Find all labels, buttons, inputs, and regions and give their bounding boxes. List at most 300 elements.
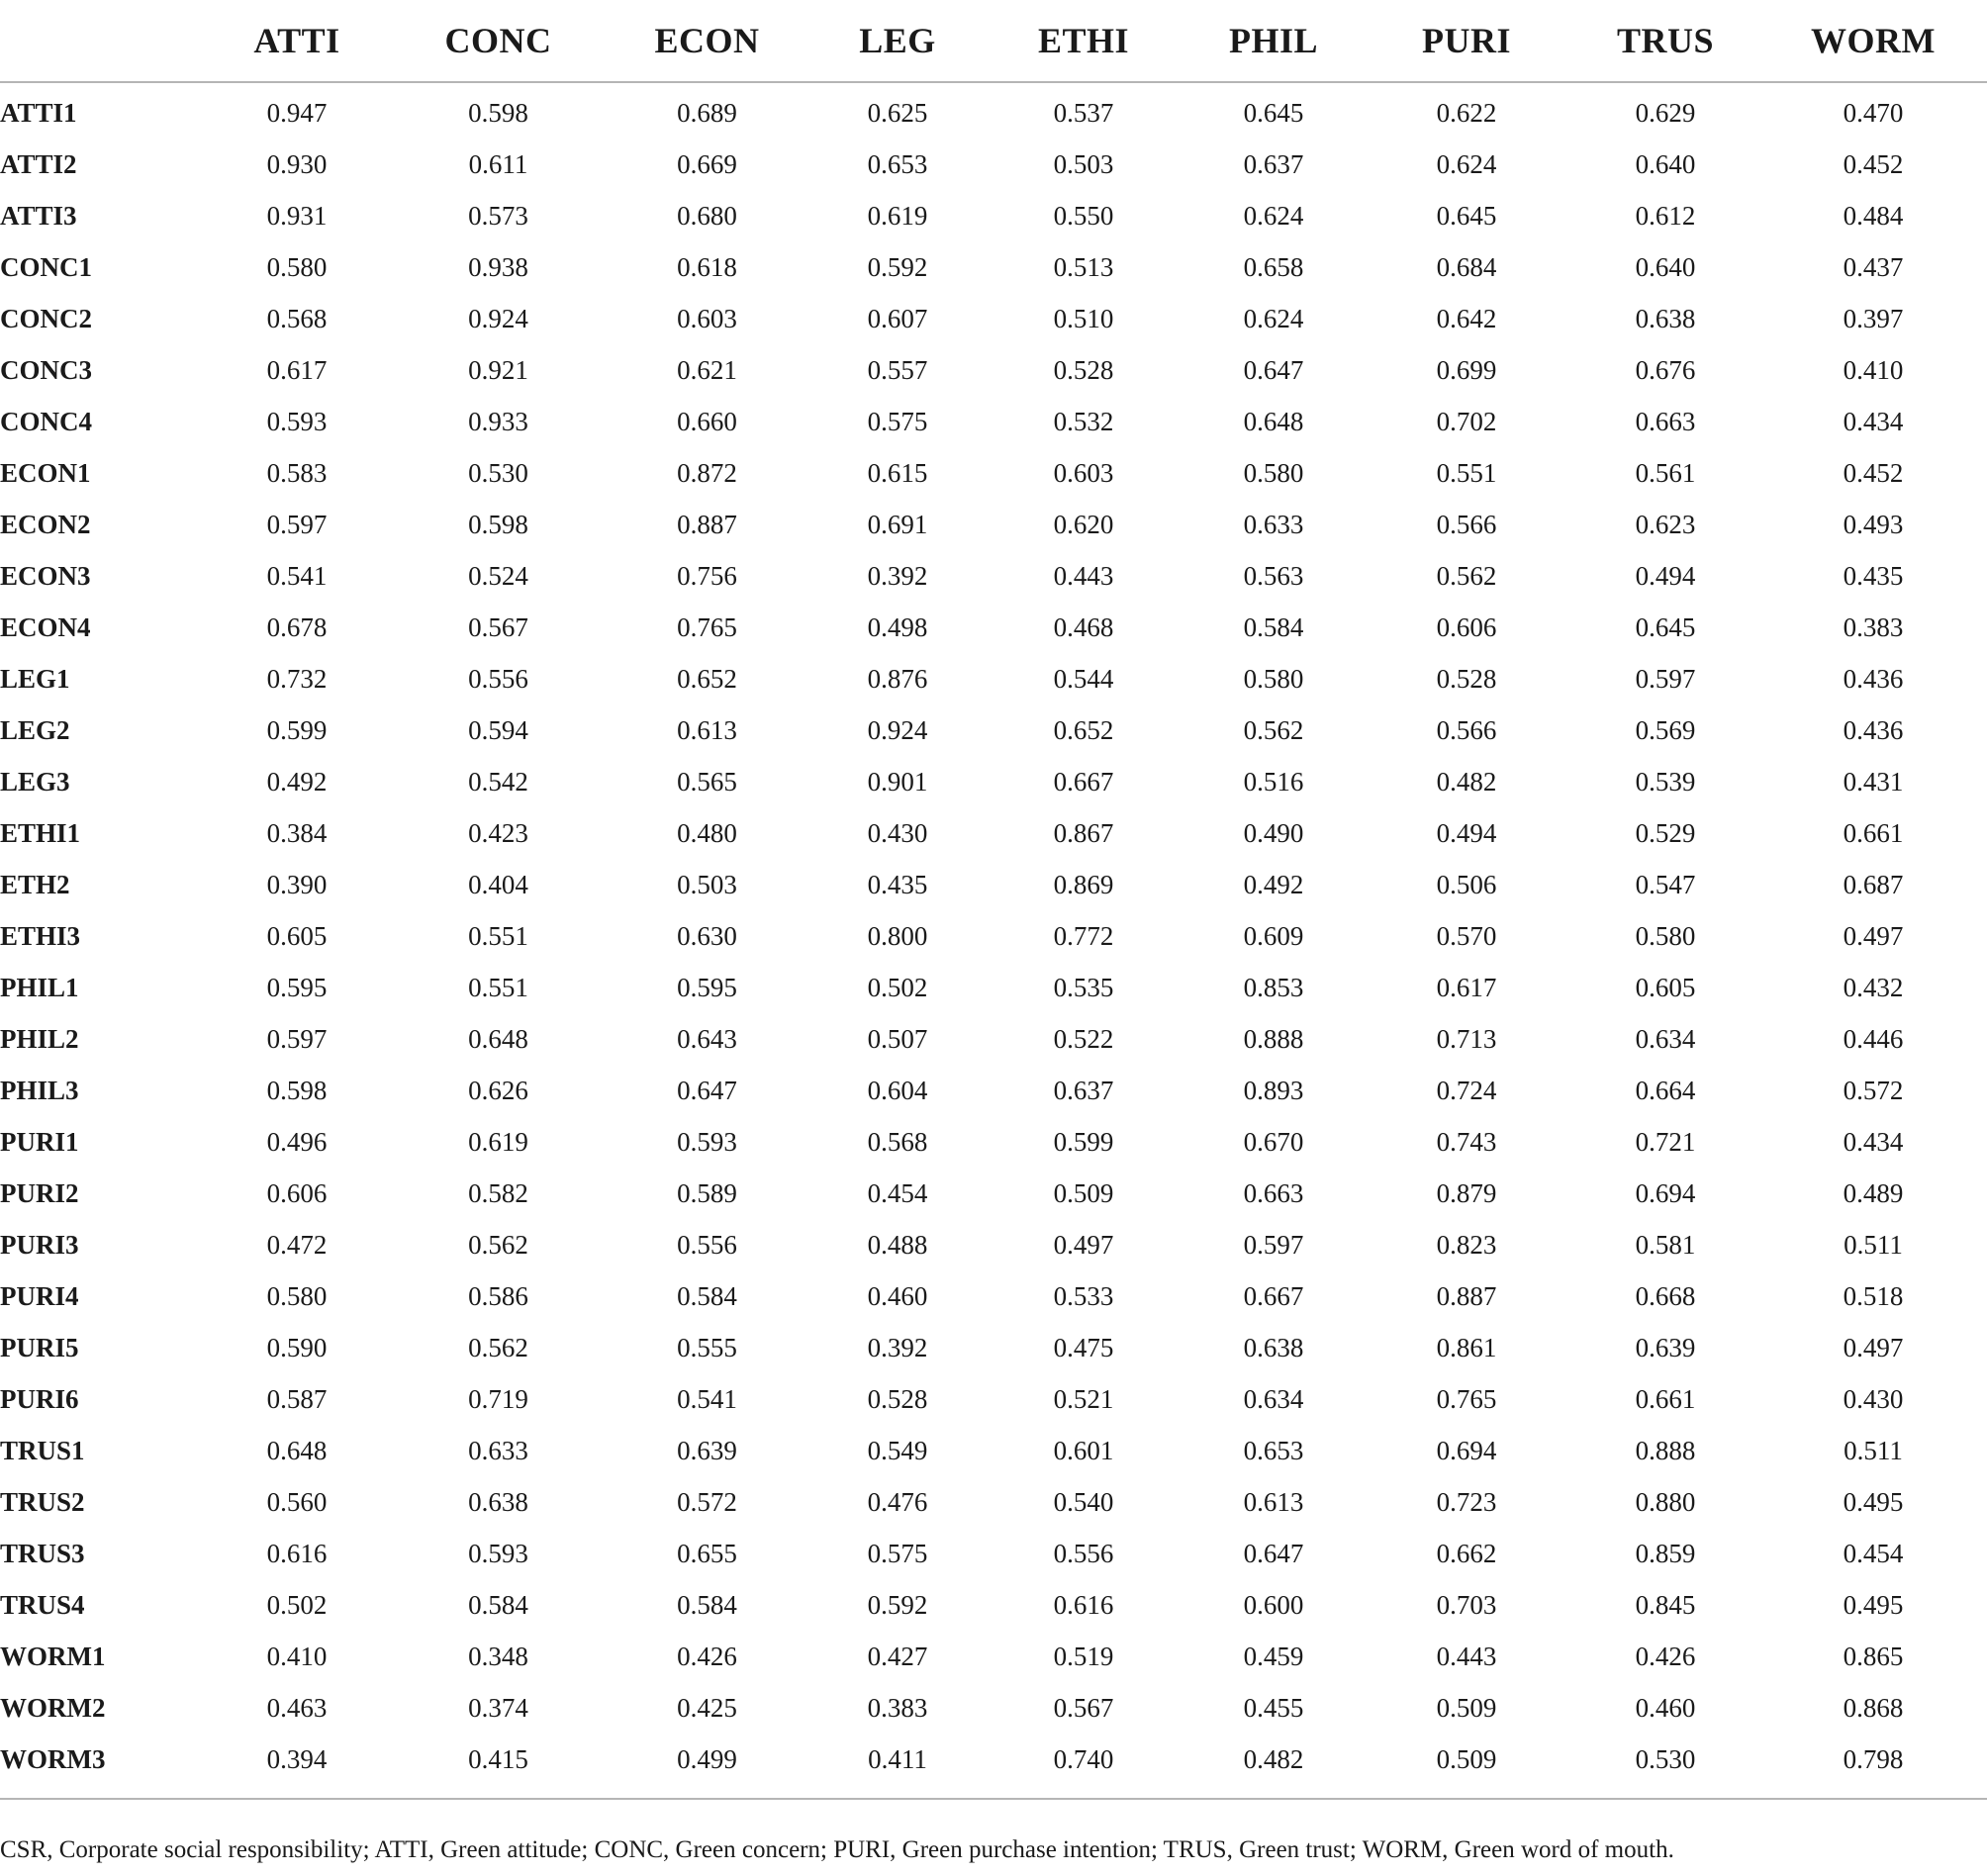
row-label: CONC4 (0, 406, 92, 436)
loading-value-cell: 0.532 (1053, 406, 1114, 436)
loading-value-cell: 0.613 (1243, 1486, 1304, 1517)
column-header-econ: ECON (601, 0, 813, 82)
loading-value-cell: 0.638 (468, 1486, 528, 1517)
loading-value-cell: 0.550 (1053, 200, 1114, 231)
loading-value-cell: 0.435 (867, 869, 928, 899)
loading-value-cell: 0.509 (1436, 1692, 1497, 1723)
loading-value-cell: 0.615 (867, 457, 928, 488)
loading-value-cell: 0.494 (1436, 817, 1497, 848)
table-body (0, 82, 1987, 1785)
loading-value-cell: 0.584 (677, 1280, 737, 1311)
table-row (0, 1631, 1987, 1682)
loading-value-cell: 0.495 (1843, 1589, 1904, 1620)
loading-value-cell: 0.584 (1243, 611, 1304, 642)
loading-value-cell: 0.869 (1053, 869, 1114, 899)
loading-value-cell: 0.618 (677, 251, 737, 282)
loading-value-cell: 0.541 (677, 1383, 737, 1414)
loading-value-cell: 0.586 (468, 1280, 528, 1311)
row-label: WORM1 (0, 1641, 106, 1671)
loading-value-cell: 0.594 (468, 714, 528, 745)
loading-value-cell: 0.539 (1635, 766, 1696, 797)
loading-value-cell: 0.495 (1843, 1486, 1904, 1517)
row-label: ETHI1 (0, 817, 81, 848)
loading-value-cell: 0.423 (468, 817, 528, 848)
loading-value-cell: 0.876 (867, 663, 928, 694)
row-label: WORM3 (0, 1743, 106, 1774)
loading-value-cell: 0.823 (1436, 1229, 1497, 1260)
loading-value-cell: 0.648 (1243, 406, 1304, 436)
loading-value-cell: 0.547 (1635, 869, 1696, 899)
loading-value-cell: 0.633 (468, 1435, 528, 1465)
row-label: ETHI3 (0, 920, 81, 951)
loading-value-cell: 0.624 (1243, 303, 1304, 333)
loading-value-cell: 0.800 (867, 920, 928, 951)
row-label: PURI5 (0, 1332, 79, 1362)
loading-value-cell: 0.566 (1436, 714, 1497, 745)
loading-value-cell: 0.567 (468, 611, 528, 642)
loading-value-cell: 0.597 (266, 509, 328, 539)
loading-value-cell: 0.472 (266, 1229, 328, 1260)
loading-value-cell: 0.432 (1843, 972, 1904, 1002)
loading-value-cell: 0.415 (468, 1743, 528, 1774)
loading-value-cell: 0.436 (1843, 663, 1904, 694)
loading-value-cell: 0.562 (468, 1229, 528, 1260)
loading-value-cell: 0.430 (1843, 1383, 1904, 1414)
loading-value-cell: 0.687 (1843, 869, 1904, 899)
loading-value-cell: 0.694 (1635, 1177, 1696, 1208)
loading-value-cell: 0.619 (867, 200, 928, 231)
table-row (0, 1065, 1987, 1116)
loading-value-cell: 0.580 (1243, 663, 1304, 694)
table-row (0, 962, 1987, 1013)
loading-value-cell: 0.569 (1635, 714, 1696, 745)
loading-value-cell: 0.507 (867, 1023, 928, 1054)
loading-value-cell: 0.639 (677, 1435, 737, 1465)
loading-value-cell: 0.872 (677, 457, 737, 488)
table-footnote: CSR, Corporate social responsibility; ATTI, Green attitude; CONC, Green concern; PURI, Green purchase intention; TRUS, Green trust; WORM, Green word of mouth. (0, 1836, 1674, 1863)
loading-value-cell: 0.663 (1635, 406, 1696, 436)
loading-value-cell: 0.582 (468, 1177, 528, 1208)
loading-value-cell: 0.480 (677, 817, 737, 848)
row-label: ECON2 (0, 509, 91, 539)
table-row (0, 1579, 1987, 1631)
table-row (0, 1373, 1987, 1425)
loading-value-cell: 0.506 (1436, 869, 1497, 899)
loading-value-cell: 0.580 (266, 1280, 328, 1311)
loading-value-cell: 0.606 (1436, 611, 1497, 642)
table-row (0, 1219, 1987, 1270)
table-row (0, 1682, 1987, 1734)
loading-value-cell: 0.634 (1635, 1023, 1696, 1054)
column-header-puri: PURI (1362, 0, 1571, 82)
loading-value-cell: 0.426 (1635, 1641, 1696, 1671)
loading-value-cell: 0.529 (1635, 817, 1696, 848)
row-label: TRUS4 (0, 1589, 85, 1620)
loading-value-cell: 0.921 (468, 354, 528, 385)
table-row (0, 1013, 1987, 1065)
loading-value-cell: 0.879 (1436, 1177, 1497, 1208)
loading-value-cell: 0.924 (468, 303, 528, 333)
loading-value-cell: 0.947 (266, 97, 328, 128)
loading-value-cell: 0.611 (468, 148, 528, 179)
loading-value-cell: 0.626 (468, 1075, 528, 1105)
table-row (0, 293, 1987, 344)
loading-value-cell: 0.411 (868, 1743, 927, 1774)
loading-value-cell: 0.587 (266, 1383, 328, 1414)
row-label: LEG2 (0, 714, 70, 745)
loading-value-cell: 0.623 (1635, 509, 1696, 539)
loading-value-cell: 0.437 (1843, 251, 1904, 282)
loading-value-cell: 0.765 (677, 611, 737, 642)
loading-value-cell: 0.699 (1436, 354, 1497, 385)
loading-value-cell: 0.452 (1843, 457, 1904, 488)
row-label: ATTI3 (0, 200, 77, 231)
loading-value-cell: 0.476 (867, 1486, 928, 1517)
loading-value-cell: 0.490 (1243, 817, 1304, 848)
loading-value-cell: 0.655 (677, 1538, 737, 1568)
loading-value-cell: 0.580 (266, 251, 328, 282)
loading-value-cell: 0.454 (1843, 1538, 1904, 1568)
loading-value-cell: 0.575 (867, 1538, 928, 1568)
loading-value-cell: 0.528 (1053, 354, 1114, 385)
loading-value-cell: 0.703 (1436, 1589, 1497, 1620)
loading-value-cell: 0.612 (1635, 200, 1696, 231)
loading-value-cell: 0.684 (1436, 251, 1497, 282)
loading-value-cell: 0.691 (867, 509, 928, 539)
loading-value-cell: 0.887 (1436, 1280, 1497, 1311)
loading-value-cell: 0.572 (677, 1486, 737, 1517)
loading-value-cell: 0.598 (468, 509, 528, 539)
loading-value-cell: 0.502 (867, 972, 928, 1002)
loading-value-cell: 0.634 (1243, 1383, 1304, 1414)
loading-value-cell: 0.544 (1053, 663, 1114, 694)
loading-value-cell: 0.589 (677, 1177, 737, 1208)
loading-value-cell: 0.648 (266, 1435, 328, 1465)
loading-value-cell: 0.598 (468, 97, 528, 128)
loading-value-cell: 0.662 (1436, 1538, 1497, 1568)
loading-value-cell: 0.647 (1243, 1538, 1304, 1568)
loading-value-cell: 0.583 (266, 457, 328, 488)
loading-value-cell: 0.624 (1436, 148, 1497, 179)
loading-value-cell: 0.563 (1243, 560, 1304, 591)
loading-value-cell: 0.661 (1635, 1383, 1696, 1414)
loading-value-cell: 0.562 (468, 1332, 528, 1362)
loading-value-cell: 0.689 (677, 97, 737, 128)
loading-value-cell: 0.721 (1635, 1126, 1696, 1157)
loading-value-cell: 0.570 (1436, 920, 1497, 951)
loading-value-cell: 0.470 (1843, 97, 1904, 128)
row-label: WORM2 (0, 1692, 106, 1723)
loading-value-cell: 0.590 (266, 1332, 328, 1362)
loading-value-cell: 0.861 (1436, 1332, 1497, 1362)
loading-value-cell: 0.482 (1243, 1743, 1304, 1774)
loading-value-cell: 0.460 (867, 1280, 928, 1311)
loading-value-cell: 0.765 (1436, 1383, 1497, 1414)
column-header-trus: TRUS (1571, 0, 1759, 82)
loading-value-cell: 0.667 (1053, 766, 1114, 797)
loading-value-cell: 0.410 (1843, 354, 1904, 385)
loading-value-cell: 0.383 (1843, 611, 1904, 642)
row-label: ATTI1 (0, 97, 77, 128)
loading-value-cell: 0.638 (1635, 303, 1696, 333)
loading-value-cell: 0.434 (1843, 1126, 1904, 1157)
loading-value-cell: 0.561 (1635, 457, 1696, 488)
loading-value-cell: 0.426 (677, 1641, 737, 1671)
loading-value-cell: 0.551 (1436, 457, 1497, 488)
loading-value-cell: 0.518 (1843, 1280, 1904, 1311)
loading-value-cell: 0.497 (1053, 1229, 1114, 1260)
row-label: PURI1 (0, 1126, 79, 1157)
loading-value-cell: 0.503 (677, 869, 737, 899)
loading-value-cell: 0.541 (266, 560, 328, 591)
loading-value-cell: 0.798 (1843, 1743, 1904, 1774)
loading-value-cell: 0.599 (266, 714, 328, 745)
loading-value-cell: 0.562 (1436, 560, 1497, 591)
loading-value-cell: 0.713 (1436, 1023, 1497, 1054)
loading-value-cell: 0.443 (1053, 560, 1114, 591)
loading-value-cell: 0.702 (1436, 406, 1497, 436)
loading-value-cell: 0.647 (677, 1075, 737, 1105)
table-header (0, 0, 1987, 82)
loading-value-cell: 0.494 (1635, 560, 1696, 591)
loading-value-cell: 0.593 (677, 1126, 737, 1157)
loading-value-cell: 0.549 (867, 1435, 928, 1465)
loading-value-cell: 0.497 (1843, 920, 1904, 951)
table-row (0, 1322, 1987, 1373)
row-label: TRUS2 (0, 1486, 85, 1517)
loading-value-cell: 0.431 (1843, 766, 1904, 797)
loading-value-cell: 0.660 (677, 406, 737, 436)
loading-value-cell: 0.384 (266, 817, 328, 848)
loading-value-cell: 0.933 (468, 406, 528, 436)
loading-value-cell: 0.530 (1635, 1743, 1696, 1774)
loading-value-cell: 0.551 (468, 972, 528, 1002)
loading-value-cell: 0.410 (266, 1641, 328, 1671)
loading-value-cell: 0.605 (266, 920, 328, 951)
loading-value-cell: 0.488 (867, 1229, 928, 1260)
header-corner-cell (0, 0, 198, 82)
loading-value-cell: 0.492 (266, 766, 328, 797)
loading-value-cell: 0.606 (266, 1177, 328, 1208)
loading-value-cell: 0.568 (266, 303, 328, 333)
loading-value-cell: 0.645 (1243, 97, 1304, 128)
loading-value-cell: 0.595 (266, 972, 328, 1002)
loading-value-cell: 0.930 (266, 148, 328, 179)
loading-value-cell: 0.524 (468, 560, 528, 591)
loading-value-cell: 0.639 (1635, 1332, 1696, 1362)
loading-value-cell: 0.493 (1843, 509, 1904, 539)
loading-value-cell: 0.601 (1053, 1435, 1114, 1465)
loading-value-cell: 0.613 (677, 714, 737, 745)
row-label: CONC3 (0, 354, 92, 385)
loading-value-cell: 0.616 (1053, 1589, 1114, 1620)
loading-value-cell: 0.392 (867, 1332, 928, 1362)
loading-value-cell: 0.560 (266, 1486, 328, 1517)
loading-value-cell: 0.680 (677, 200, 737, 231)
loading-value-cell: 0.663 (1243, 1177, 1304, 1208)
row-label: PHIL1 (0, 972, 79, 1002)
loading-value-cell: 0.893 (1243, 1075, 1304, 1105)
table-row (0, 807, 1987, 859)
loading-value-cell: 0.853 (1243, 972, 1304, 1002)
loading-value-cell: 0.497 (1843, 1332, 1904, 1362)
loading-value-cell: 0.557 (867, 354, 928, 385)
loading-value-cell: 0.542 (468, 766, 528, 797)
loading-value-cell: 0.668 (1635, 1280, 1696, 1311)
column-header-atti: ATTI (198, 0, 396, 82)
loading-value-cell: 0.584 (468, 1589, 528, 1620)
loading-value-cell: 0.624 (1243, 200, 1304, 231)
table-row (0, 447, 1987, 499)
loading-value-cell: 0.498 (867, 611, 928, 642)
loading-value-cell: 0.845 (1635, 1589, 1696, 1620)
loading-value-cell: 0.629 (1635, 97, 1696, 128)
loading-value-cell: 0.756 (677, 560, 737, 591)
column-header-phil: PHIL (1185, 0, 1362, 82)
table-bottom-rule (0, 1798, 1987, 1800)
loading-value-cell: 0.603 (677, 303, 737, 333)
loading-value-cell: 0.648 (468, 1023, 528, 1054)
loading-value-cell: 0.434 (1843, 406, 1904, 436)
loading-value-cell: 0.605 (1635, 972, 1696, 1002)
row-label: PHIL2 (0, 1023, 79, 1054)
loading-value-cell: 0.425 (677, 1692, 737, 1723)
header-row (0, 0, 1987, 82)
loading-value-cell: 0.599 (1053, 1126, 1114, 1157)
row-label: PURI4 (0, 1280, 79, 1311)
loading-value-cell: 0.887 (677, 509, 737, 539)
loading-value-cell: 0.568 (867, 1126, 928, 1157)
loading-value-cell: 0.772 (1053, 920, 1114, 951)
table-row (0, 602, 1987, 653)
loading-value-cell: 0.394 (266, 1743, 328, 1774)
loading-value-cell: 0.740 (1053, 1743, 1114, 1774)
loading-value-cell: 0.664 (1635, 1075, 1696, 1105)
loading-value-cell: 0.880 (1635, 1486, 1696, 1517)
loading-value-cell: 0.592 (867, 1589, 928, 1620)
loading-value-cell: 0.452 (1843, 148, 1904, 179)
table-row (0, 82, 1987, 139)
loading-value-cell: 0.653 (867, 148, 928, 179)
table-row (0, 1168, 1987, 1219)
loading-value-cell: 0.460 (1635, 1692, 1696, 1723)
loading-value-cell: 0.633 (1243, 509, 1304, 539)
loading-value-cell: 0.567 (1053, 1692, 1114, 1723)
table-row (0, 704, 1987, 756)
loading-value-cell: 0.643 (677, 1023, 737, 1054)
loading-value-cell: 0.390 (266, 869, 328, 899)
loading-value-cell: 0.383 (867, 1692, 928, 1723)
row-label: LEG3 (0, 766, 70, 797)
loading-value-cell: 0.621 (677, 354, 737, 385)
loading-value-cell: 0.551 (468, 920, 528, 951)
loading-value-cell: 0.637 (1053, 1075, 1114, 1105)
loading-value-cell: 0.556 (1053, 1538, 1114, 1568)
loading-value-cell: 0.530 (468, 457, 528, 488)
loading-value-cell: 0.647 (1243, 354, 1304, 385)
loading-value-cell: 0.566 (1436, 509, 1497, 539)
table-row (0, 344, 1987, 396)
loading-value-cell: 0.555 (677, 1332, 737, 1362)
loading-value-cell: 0.528 (867, 1383, 928, 1414)
row-label: LEG1 (0, 663, 70, 694)
loading-value-cell: 0.436 (1843, 714, 1904, 745)
loading-value-cell: 0.617 (266, 354, 328, 385)
loading-value-cell: 0.642 (1436, 303, 1497, 333)
loading-value-cell: 0.492 (1243, 869, 1304, 899)
table-row (0, 653, 1987, 704)
table-row (0, 756, 1987, 807)
loading-value-cell: 0.482 (1436, 766, 1497, 797)
loading-value-cell: 0.556 (468, 663, 528, 694)
table-row (0, 499, 1987, 550)
loading-value-cell: 0.430 (867, 817, 928, 848)
loading-value-cell: 0.640 (1635, 251, 1696, 282)
loading-value-cell: 0.446 (1843, 1023, 1904, 1054)
loading-value-cell: 0.580 (1635, 920, 1696, 951)
loading-value-cell: 0.581 (1635, 1229, 1696, 1260)
loading-value-cell: 0.597 (1635, 663, 1696, 694)
loading-value-cell: 0.489 (1843, 1177, 1904, 1208)
loading-value-cell: 0.572 (1843, 1075, 1904, 1105)
loading-value-cell: 0.521 (1053, 1383, 1114, 1414)
table-row (0, 241, 1987, 293)
loading-value-cell: 0.427 (867, 1641, 928, 1671)
loading-value-cell: 0.653 (1243, 1435, 1304, 1465)
loading-value-cell: 0.404 (468, 869, 528, 899)
row-label: PHIL3 (0, 1075, 79, 1105)
table-row (0, 190, 1987, 241)
loading-value-cell: 0.537 (1053, 97, 1114, 128)
row-label: PURI2 (0, 1177, 79, 1208)
loading-value-cell: 0.619 (468, 1126, 528, 1157)
loading-value-cell: 0.468 (1053, 611, 1114, 642)
loading-value-cell: 0.723 (1436, 1486, 1497, 1517)
table-row (0, 1528, 1987, 1579)
loading-value-cell: 0.528 (1436, 663, 1497, 694)
loading-value-cell: 0.658 (1243, 251, 1304, 282)
loading-value-cell: 0.463 (266, 1692, 328, 1723)
loading-value-cell: 0.597 (1243, 1229, 1304, 1260)
loading-value-cell: 0.931 (266, 200, 328, 231)
loading-value-cell: 0.593 (468, 1538, 528, 1568)
loading-value-cell: 0.603 (1053, 457, 1114, 488)
loading-value-cell: 0.938 (468, 251, 528, 282)
loading-value-cell: 0.719 (468, 1383, 528, 1414)
loading-value-cell: 0.888 (1635, 1435, 1696, 1465)
loading-value-cell: 0.652 (1053, 714, 1114, 745)
loading-value-cell: 0.637 (1243, 148, 1304, 179)
loading-value-cell: 0.868 (1843, 1692, 1904, 1723)
loading-value-cell: 0.584 (677, 1589, 737, 1620)
table-row (0, 1476, 1987, 1528)
loading-value-cell: 0.617 (1436, 972, 1497, 1002)
loading-value-cell: 0.511 (1844, 1435, 1903, 1465)
loading-value-cell: 0.652 (677, 663, 737, 694)
loading-value-cell: 0.573 (468, 200, 528, 231)
loading-value-cell: 0.593 (266, 406, 328, 436)
row-label: CONC2 (0, 303, 92, 333)
loading-value-cell: 0.580 (1243, 457, 1304, 488)
loading-value-cell: 0.598 (266, 1075, 328, 1105)
loading-value-cell: 0.622 (1436, 97, 1497, 128)
loading-value-cell: 0.484 (1843, 200, 1904, 231)
loading-value-cell: 0.616 (266, 1538, 328, 1568)
column-header-conc: CONC (396, 0, 601, 82)
loading-value-cell: 0.640 (1635, 148, 1696, 179)
loading-value-cell: 0.454 (867, 1177, 928, 1208)
loading-value-cell: 0.533 (1053, 1280, 1114, 1311)
